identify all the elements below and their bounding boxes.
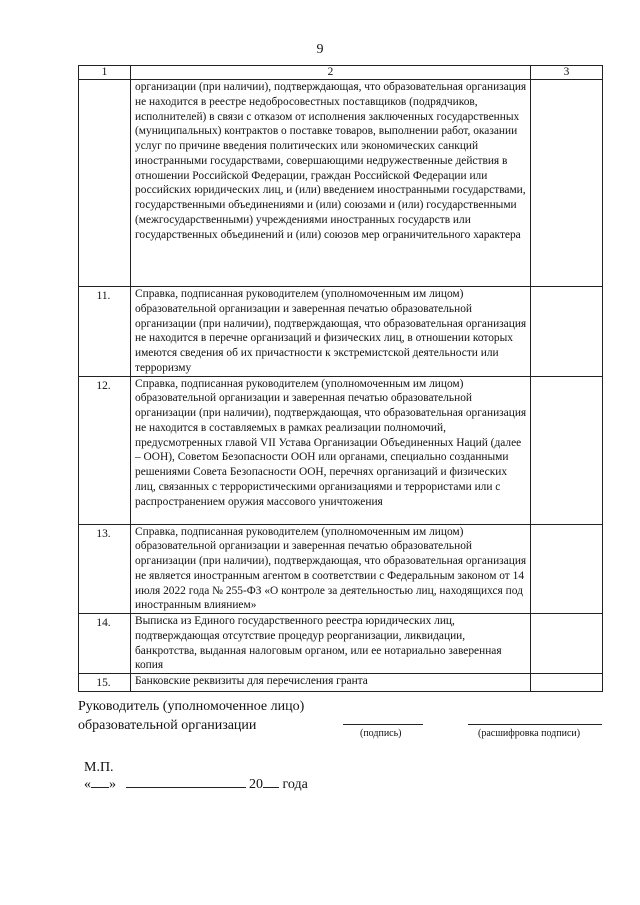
signature-caption: (подпись) (360, 728, 402, 739)
table-row (79, 674, 603, 692)
row-number: 14. (79, 614, 131, 674)
row-number: 12. (79, 376, 131, 524)
column-header-document: 2 (131, 66, 531, 80)
row-mark-cell (531, 614, 603, 674)
table-row (79, 614, 603, 674)
signature-line (343, 724, 423, 725)
row-mark-cell (531, 287, 603, 377)
date-close-quote: » (109, 777, 116, 792)
table-row (79, 287, 603, 377)
year-prefix: 20 (249, 777, 263, 792)
day-blank (91, 787, 109, 788)
table-row (79, 524, 603, 614)
signatory-title (78, 697, 304, 735)
signatory-title-line2: образовательной организации (78, 718, 257, 733)
requirements-table (78, 65, 603, 692)
row-text: Справка, подписанная руководителем (уполномоченным им лицом) образовательной организации и заверенная печатью образовательной организации (при наличии), подтверждающая, что образовательная организация не находится в перечне организаций и физических лиц, в отношении которых имеются сведения об их причастности к экстремистской деятельности или терроризму (131, 287, 531, 377)
year-blank (263, 787, 279, 788)
signatory-title-line1: Руководитель (уполномоченное лицо) (78, 699, 305, 714)
page-number: 9 (316, 42, 324, 57)
row-number: 13. (79, 524, 131, 614)
row-number (79, 80, 131, 287)
row-mark-cell (531, 674, 603, 692)
row-mark-cell (531, 80, 603, 287)
column-header-mark: 3 (531, 66, 603, 80)
row-number: 11. (79, 287, 131, 377)
row-text: Выписка из Единого государственного реестра юридических лиц, подтверждающая отсутствие процедур реорганизации, ликвидации, банкротства, выданная налоговым органом, или ее нотариально заверенная копия (131, 614, 531, 674)
table-header-row (79, 66, 603, 80)
table-row (79, 80, 603, 287)
stamp-label: М.П. (84, 760, 114, 775)
row-text: Банковские реквизиты для перечисления гранта (131, 674, 531, 692)
table-row (79, 376, 603, 524)
decoding-caption: (расшифровка подписи) (478, 728, 581, 739)
row-number: 15. (79, 674, 131, 692)
row-mark-cell (531, 524, 603, 614)
decoding-line (468, 724, 602, 725)
date-open-quote: « (84, 777, 91, 792)
row-text: организации (при наличии), подтверждающая, что образовательная организация не находится в реестре недобросовестных поставщиков (подрядчиков, исполнителей) в связи с отказом от исполнения заключенных государственных (муниципальных) контрактов о поставке товаров, выполнении работ, оказании услуг по причине введения политических или экономических санкций иностранными государствами, совершающими недружественные действия в отношении Российской Федерации, граждан Российской Федерации или российских юридических лиц, и (или) введением иностранными государствами, государственными объединениями и (или) союзами и (или) государственными (межгосударственными) учреждениями иностранных государств или государственных объединений и (или) союзов мер ограничительного характера (131, 80, 531, 287)
date-line (84, 777, 308, 793)
row-text: Справка, подписанная руководителем (уполномоченным им лицом) образовательной организации и заверенная печатью образовательной организации (при наличии), подтверждающая, что образовательная организация не находится в составляемых в рамках реализации полномочий, предусмотренных главой VII Устава Организации Объединенных Наций (далее – ООН), Советом Безопасности ООН или органами, специально созданными решениями Совета Безопасности ООН, перечнях организаций и физических лиц, связанных с террористическими организациями и террористами или с распространением оружия массового уничтожения (131, 376, 531, 524)
row-text: Справка, подписанная руководителем (уполномоченным им лицом) образовательной организации и заверенная печатью образовательной организации (при наличии), подтверждающая, что образовательная организация не является иностранным агентом в соответствии с Федеральным законом от 14 июля 2022 года № 255-ФЗ «О контроле за деятельностью лиц, находящихся под иностранным влиянием» (131, 524, 531, 614)
year-suffix: года (282, 777, 308, 792)
row-mark-cell (531, 376, 603, 524)
column-header-number: 1 (79, 66, 131, 80)
month-blank (126, 787, 246, 788)
